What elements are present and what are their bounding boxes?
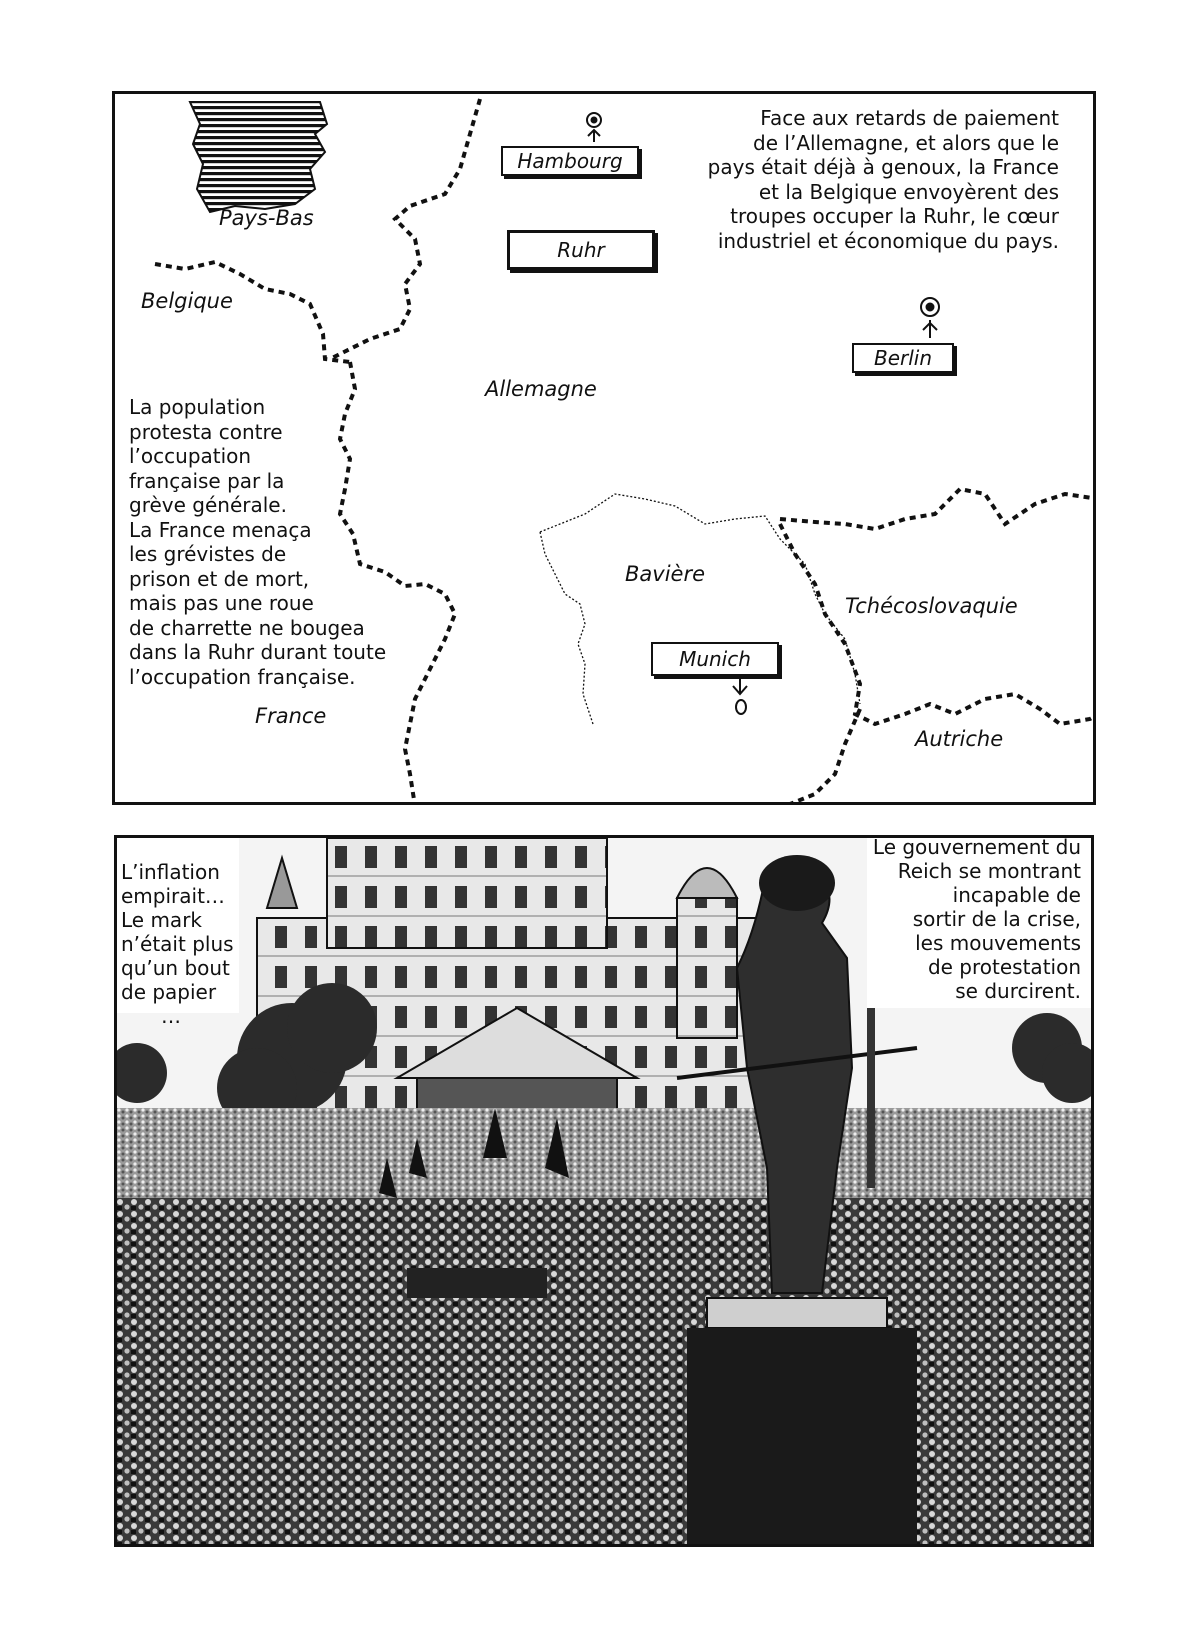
label-autriche: Autriche <box>915 727 1004 751</box>
berlin-marker <box>921 298 939 338</box>
caption-line: pays était déjà à genoux, la France <box>707 155 1059 179</box>
caption-strike <box>129 395 419 689</box>
caption-line: l’occupation <box>129 444 252 468</box>
border-cz <box>780 489 1096 529</box>
caption-line: troupes occuper la Ruhr, le cœur <box>730 204 1059 228</box>
caption-line: La population <box>129 395 266 419</box>
caption-reich <box>841 835 1081 1003</box>
lamp-post <box>867 1008 875 1188</box>
border-bavaria <box>540 494 860 724</box>
north-sea-shape <box>190 102 327 212</box>
caption-line: incapable de <box>952 883 1081 907</box>
caption-line: grève générale. <box>129 493 287 517</box>
munich-marker <box>733 678 747 714</box>
city-label-ruhr: Ruhr <box>557 238 605 262</box>
caption-line: empirait… <box>121 884 225 908</box>
caption-line: Le mark <box>121 908 202 932</box>
caption-line: industriel et économique du pays. <box>717 228 1059 253</box>
label-pays-bas: Pays-Bas <box>219 206 314 230</box>
caption-line: La France menaça <box>129 517 312 542</box>
caption-line: l’occupation française. <box>129 664 356 689</box>
caption-line: mais pas une roue <box>129 591 314 615</box>
caption-line: les mouvements <box>915 931 1081 955</box>
label-belgique: Belgique <box>141 289 233 313</box>
caption-line: les grévistes de <box>129 542 287 566</box>
label-france: France <box>255 704 327 728</box>
caption-line: L’inflation <box>121 860 220 884</box>
caption-line: de protestation <box>927 955 1081 979</box>
city-box-berlin <box>852 343 954 373</box>
hambourg-marker <box>587 113 601 142</box>
crowd-scene-panel <box>114 835 1094 1547</box>
map-panel <box>112 91 1096 805</box>
city-label-hambourg: Hambourg <box>517 149 623 173</box>
caption-inflation <box>121 860 281 1028</box>
label-allemagne: Allemagne <box>485 377 597 401</box>
caption-line: Reich se montrant <box>897 859 1081 883</box>
border-nl-de <box>330 99 480 359</box>
caption-line: Face aux retards de paiement <box>760 106 1059 130</box>
caption-line: prison et de mort, <box>129 566 310 591</box>
caption-line: de charrette ne bougea <box>129 615 365 640</box>
caption-line: de l’Allemagne, et alors que le <box>753 130 1059 155</box>
city-label-munich: Munich <box>679 647 751 671</box>
caption-line: n’était plus <box>121 932 234 956</box>
city-box-munich <box>651 642 779 676</box>
caption-occupation <box>679 106 1059 253</box>
border-at <box>780 524 1096 724</box>
caption-line: sortir de la crise, <box>912 907 1081 931</box>
caption-line: Le gouvernement du <box>872 835 1081 859</box>
caption-line: dans la Ruhr durant toute <box>129 640 387 664</box>
caption-line: … <box>161 1004 181 1028</box>
city-label-berlin: Berlin <box>873 346 933 370</box>
label-tchecoslovaquie: Tchécoslovaquie <box>845 594 1018 618</box>
caption-line: et la Belgique envoyèrent des <box>758 179 1059 204</box>
caption-line: protesta contre <box>129 419 283 444</box>
city-box-hambourg <box>501 146 639 176</box>
label-baviere: Bavière <box>625 562 706 586</box>
caption-line: de papier <box>121 980 217 1004</box>
border-at-south <box>785 709 860 805</box>
caption-line: qu’un bout <box>121 956 230 980</box>
caption-line: française par la <box>129 468 285 493</box>
city-box-ruhr <box>507 230 655 270</box>
caption-line: se durcirent. <box>955 979 1081 1003</box>
